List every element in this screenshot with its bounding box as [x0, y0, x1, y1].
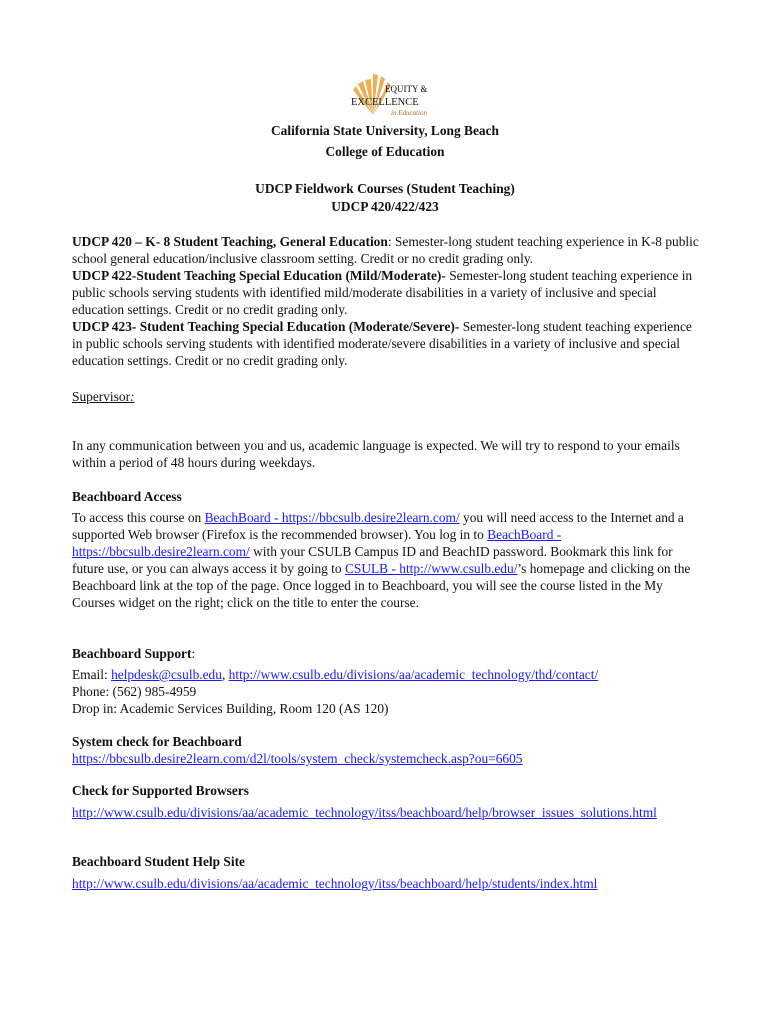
sunburst-icon: [343, 70, 428, 120]
system-check-link[interactable]: https://bbcsulb.desire2learn.com/d2l/tools/system_check/systemcheck.asp?ou=6605: [72, 751, 523, 766]
course-item-420: UDCP 420 – K- 8 Student Teaching, General Education: Semester-long student teaching experience in K-8 public school general education/inclusive classroom setting. Credit or no credit grading only.: [72, 234, 699, 266]
support-email-line: Email: helpdesk@csulb.edu, http://www.csulb.edu/divisions/aa/academic_technology/thd/contact/: [72, 667, 599, 682]
browsers-line: [72, 804, 697, 821]
beachboard-access-heading: Beachboard Access: [72, 489, 182, 504]
browsers-link[interactable]: http://www.csulb.edu/divisions/aa/academic_technology/itss/beachboard/help/browser_issues_solutions.html: [72, 805, 657, 820]
support-contact-link[interactable]: http://www.csulb.edu/divisions/aa/academic_technology/thd/contact/: [228, 667, 599, 682]
course-title: UDCP Fieldwork Courses (Student Teaching): [255, 181, 515, 196]
course-numbers: UDCP 420/422/423: [331, 199, 439, 214]
helpdesk-email-link[interactable]: helpdesk@csulb.edu: [111, 667, 222, 682]
college-name: College of Education: [325, 144, 445, 159]
system-check-heading: System check for Beachboard: [72, 734, 242, 749]
university-name: California State University, Long Beach: [270, 123, 499, 138]
course-item-423: UDCP 423- Student Teaching Special Education (Moderate/Severe)- Semester-long student teaching experience in public schools serving students with identified moderate/severe disabilities in a variety of inclusive and special education settings. Credit or no credit grading only.: [72, 319, 692, 368]
help-site-heading: Beachboard Student Help Site: [72, 854, 245, 869]
supervisor-label: Supervisor:: [72, 389, 135, 404]
csulb-homepage-link[interactable]: CSULB - http://www.csulb.edu/: [344, 561, 518, 576]
beachboard-access-text: To access this course on BeachBoard - https://bbcsulb.desire2learn.com/ you will need access to the Internet and a supported Web browser (Firefox is the recommended browser). You log in to BeachBoard - https://bbcsulb.desire2learn.com/ with your CSULB Campus ID and BeachID password. Bookmark this link for future use, or you can always access it by going to CSULB - http://www.csulb.edu/’s homepage and clicking on the Beachboard link at the top of the page. Once logged in to Beachboard, you will see the course listed in the My Courses widget on the right; click on the title to enter the course.: [72, 510, 691, 610]
beachboard-link-2[interactable]: BeachBoard - https://bbcsulb.desire2learn.com/: [72, 527, 562, 559]
communication-text: In any communication between you and us, academic language is expected. We will try to respond to your emails within a period of 48 hours during weekdays.: [72, 438, 680, 470]
help-site-link[interactable]: http://www.csulb.edu/divisions/aa/academic_technology/itss/beachboard/help/students/index.html: [72, 876, 598, 891]
help-site-line: [72, 875, 702, 892]
course-item-422: UDCP 422-Student Teaching Special Education (Mild/Moderate)- Semester-long student teaching experience in public schools serving students with identified mild/moderate disabilities in a variety of inclusive and special education settings. Credit or no credit grading only.: [72, 268, 693, 317]
equity-excellence-logo: [343, 70, 428, 120]
logo-line-2: EXCELLENCE: [351, 97, 419, 108]
logo-line-3: in Education: [391, 109, 427, 117]
browsers-heading: Check for Supported Browsers: [72, 783, 249, 798]
course-descriptions: [72, 233, 702, 369]
support-phone: Phone: (562) 985-4959: [72, 684, 197, 699]
logo-line-1: EQUITY &: [385, 84, 428, 94]
beachboard-link-1[interactable]: BeachBoard - https://bbcsulb.desire2learn.com/: [204, 510, 460, 525]
system-check-line: [72, 750, 702, 767]
support-dropin: Drop in: Academic Services Building, Room 120 (AS 120): [72, 701, 389, 716]
support-heading: Beachboard Support:: [72, 646, 196, 661]
